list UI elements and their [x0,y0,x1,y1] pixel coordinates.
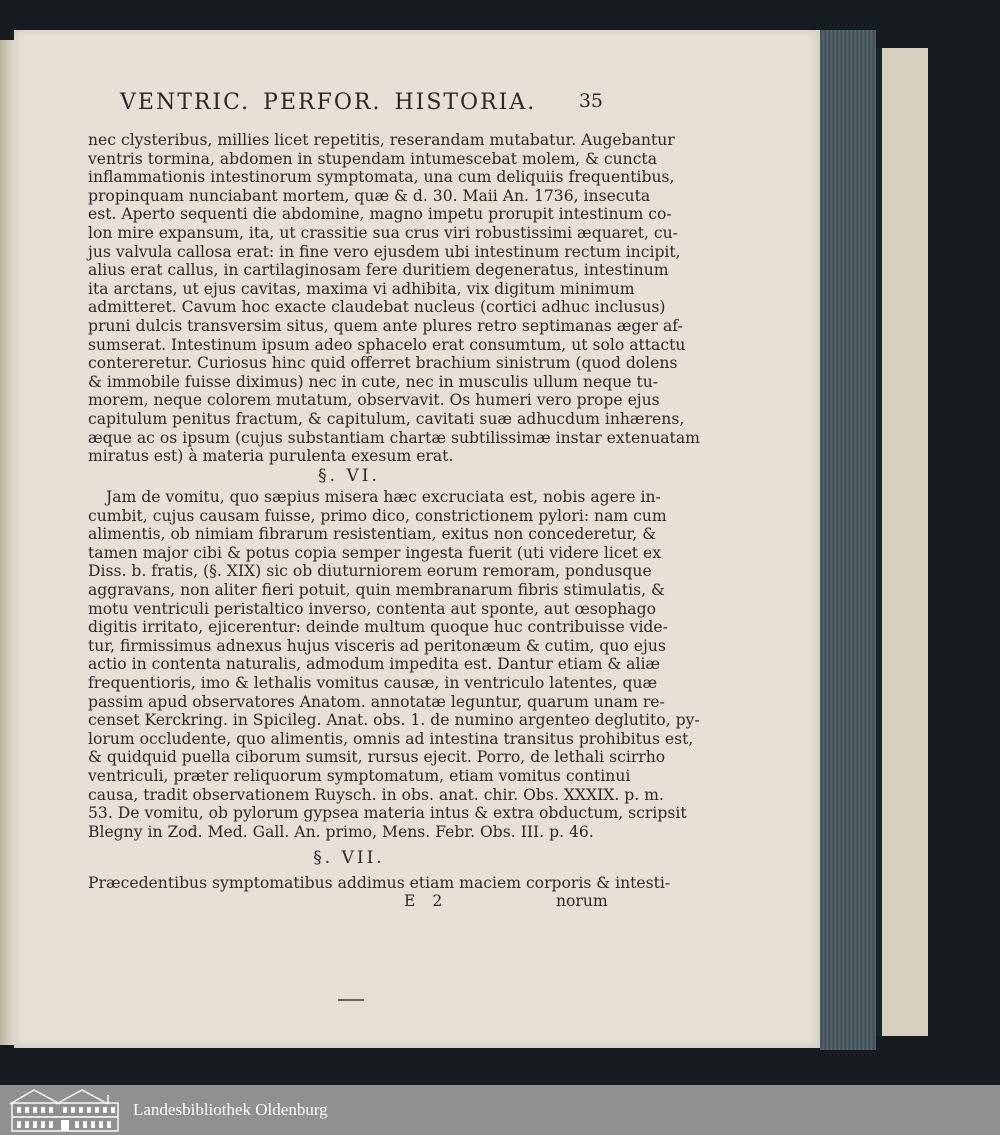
page-number: 35 [578,90,603,112]
text-line: Jam de vomitu, quo sæpius misera hæc excruciata est, nobis agere in- [106,488,661,506]
text-line: motu ventriculi peristaltico inverso, contenta aut sponte, aut œsophago [88,599,656,618]
text-line: lon mire expansum, ita, ut crassitie sua crus viri robustissimi æquaret, cu- [88,223,678,242]
text-line: Blegny in Zod. Med. Gall. An. primo, Mens. Febr. Obs. III. p. 46. [88,822,594,841]
text-line: inflammationis intestinorum symptomata, una cum deliquiis frequentibus, [88,168,675,187]
text-line: ventris tormina, abdomen in stupendam intumescebat molem, & cuncta [88,149,657,168]
text-line: alimentis, ob nimiam fibrarum resistentiam, exitus non concederetur, & [88,525,657,544]
library-name[interactable]: Landesbibliothek Oldenburg [133,1100,328,1119]
text-line: tamen major cibi & potus copia semper ingesta fuerit (uti videre licet ex [88,543,662,562]
text-line: admitteret. Cavum hoc exacte claudebat nucleus (cortici adhuc inclusus) [88,298,666,317]
left-page-edge [0,40,14,1045]
section-heading-vi: §. VI. [318,466,380,486]
library-building-logo[interactable] [8,1087,122,1133]
signature-mark: E 2 [404,892,449,910]
footer-bar [0,1085,1000,1135]
text-line: tur, firmissimus adnexus hujus visceris ad peritonæum & cutim, quo ejus [88,636,666,655]
text-line: jus valvula callosa erat: in fine vero ejusdem ubi intestinum rectum incipit, [88,242,681,261]
page-block-edge [820,30,876,1050]
text-line: propinquam nunciabant mortem, quæ & d. 30. Maii An. 1736, insecuta [88,186,651,205]
text-line: causa, tradit observationem Ruysch. in obs. anat. chir. Obs. XXXIX. p. m. [88,785,664,804]
back-cover [876,48,928,1036]
text-line: ventriculi, præter reliquorum symptomatum, etiam vomitus continui [88,766,631,785]
text-line: pruni dulcis transversim situs, quem ante plures retro septimanas æger af- [88,316,683,335]
text-line: sumserat. Intestinum ipsum adeo sphacelo erat consumtum, ut solo attactu [88,335,686,354]
running-head [108,90,603,124]
text-line: actio in contenta naturalis, admodum impedita est. Dantur etiam & aliæ [88,655,661,674]
section-heading-vii: §. VII. [313,848,385,868]
text-line: contereretur. Curiosus hinc quid offerret brachium sinistrum (quod dolens [88,354,678,373]
text-line: passim apud observatores Anatom. annotatæ leguntur, quarum unam re- [88,692,665,711]
text-line: & quidquid puella ciborum sumsit, rursus ejecit. Porro, de lethali scirrho [88,748,666,767]
text-line: ita arctans, ut ejus cavitas, maxima vi adhibita, vix digitum minimum [88,279,635,298]
text-line: 53. De vomitu, ob pylorum gypsea materia intus & extra obductum, scripsit [88,804,687,823]
text-line: aggravans, non aliter fieri potuit, quin membranarum fibris stimulatis, & [88,580,665,599]
bottom-rule-mark [338,999,364,1001]
text-line: digitis irritato, ejicerentur: deinde multum quoque huc contribuisse vide- [88,618,668,637]
paragraph-1 [88,131,700,466]
running-head-title: VENTRIC. PERFOR. HISTORIA. [120,90,537,115]
text-line: est. Aperto sequenti die abdomine, magno impetu prorupit intestinum co- [88,205,672,224]
text-line: frequentioris, imo & lethalis vomitus causæ, in ventriculo latentes, quæ [88,673,658,692]
text-line: lorum occludente, quo alimentis, omnis ad intestina transitus prohibitus est, [88,729,694,748]
text-line: morem, neque colorem mutatum, observavit. Os humeri vero prope ejus [88,391,660,410]
paragraph-2 [88,488,700,841]
text-line: cumbit, cujus causam fuisse, primo dico, constrictionem pylori: nam cum [88,506,667,525]
text-line: Diss. b. fratis, (§. XIX) sic ob diuturniorem eorum remoram, pondusque [88,562,652,581]
text-line: & immobile fuisse diximus) nec in cute, nec in musculis ullum neque tu- [88,372,659,391]
catchword: norum [556,892,608,910]
text-line: nec clysteribus, millies licet repetitis, reserandam mutabatur. Augebantur [88,131,675,149]
paragraph-3 [88,874,671,893]
text-line: capitulum penitus fractum, & capitulum, cavitati suæ adhucdum inhærens, [88,409,685,428]
text-line: miratus est) à materia purulenta exesum erat. [88,447,454,466]
text-line: alius erat callus, in cartilaginosam fere duritiem degeneratus, intestinum [88,261,669,280]
text-line: æque ac os ipsum (cujus substantiam chartæ subtilissimæ instar extenuatam [88,428,700,447]
text-line: censet Kerckring. in Spicileg. Anat. obs. 1. de numino argenteo deglutito, py- [88,711,700,730]
text-line: Præcedentibus symptomatibus addimus etiam maciem corporis & intesti- [88,874,671,892]
